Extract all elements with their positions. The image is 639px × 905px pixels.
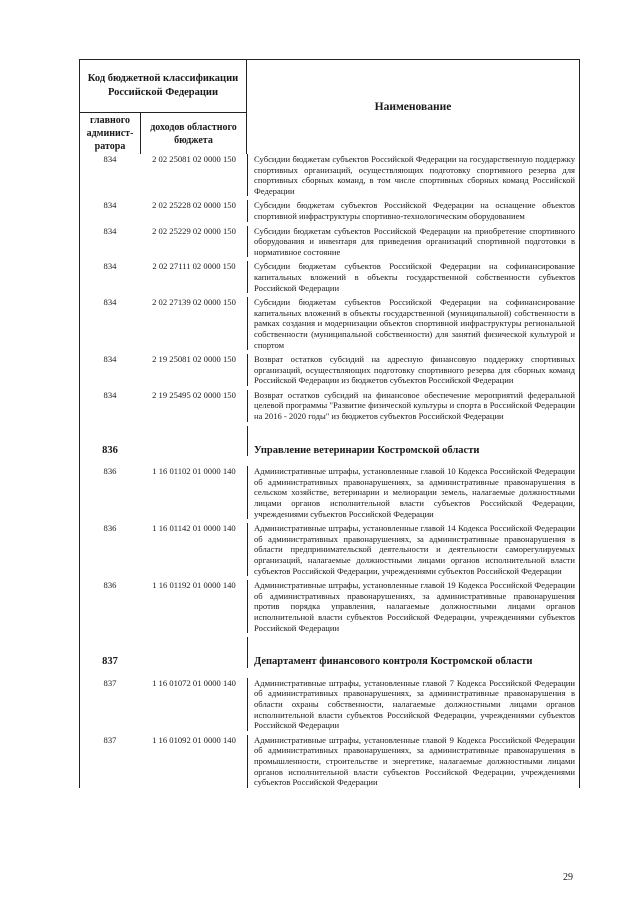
name-cell: Субсидии бюджетам субъектов Российской Федерации на государственную поддержку спортивных организаций, осуществляющих подготовку спортивного резерва для спортивных сборных команд, в том числе спортивных сборных команд Российской Федерации	[247, 154, 579, 196]
section-row	[80, 657, 579, 668]
name-cell: Возврат остатков субсидий на адресную финансовую поддержку спортивных организаций, осуществляющих подготовку спортивного резерва для сборных команд Российской Федерации из бюджетов субъектов Российской Федерации	[247, 354, 579, 386]
table-body	[79, 154, 580, 788]
name-cell: Субсидии бюджетам субъектов Российской Федерации на софинансирование капитальных вложений в объекты государственной (муниципальной) собственности в рамках создания и модернизации объектов спортивной инфраструктуры региональной собственности (муниципальной собственности) для занятий физической культурой и спортом	[247, 297, 579, 350]
table-header	[79, 59, 580, 154]
admin-code-cell: 836	[102, 444, 118, 456]
table-row	[80, 200, 579, 221]
table-row	[80, 523, 579, 576]
name-cell: Административные штрафы, установленные главой 7 Кодекса Российской Федерации об административных правонарушениях, за административные правонарушения в области охраны собственности, налагаемые должностными лицами органов исполнительной власти субъектов Российской Федерации, учреждениями субъектов Российской Федерации	[247, 678, 579, 731]
admin-code-cell: 837	[102, 656, 118, 668]
budget-code-table	[79, 59, 580, 792]
income-code-cell: 1 16 01072 01 0000 140	[152, 677, 236, 688]
income-code-cell	[140, 446, 247, 457]
table-row	[80, 678, 579, 731]
table-row	[80, 735, 579, 788]
admin-code-cell: 834	[103, 261, 117, 272]
table-row	[80, 226, 579, 258]
section-spacer	[80, 637, 579, 657]
table-row	[80, 154, 579, 196]
admin-code-cell: 836	[103, 523, 117, 534]
section-title: Управление ветеринарии Костромской области	[247, 446, 579, 457]
header-kbk: Код бюджетной классификации Российской Федерации	[80, 60, 246, 113]
income-code-cell: 1 16 01102 01 0000 140	[152, 466, 236, 477]
income-code-cell: 2 02 25228 02 0000 150	[152, 200, 236, 211]
header-income: доходов областного бюджета	[150, 121, 237, 146]
table-row	[80, 354, 579, 386]
income-code-cell: 1 16 01092 01 0000 140	[152, 734, 236, 745]
header-name: Наименование	[374, 101, 452, 113]
admin-code-cell: 836	[103, 580, 117, 591]
admin-code-cell: 834	[103, 354, 117, 365]
table-row	[80, 261, 579, 293]
header-admin: главного админист-ратора	[80, 113, 141, 154]
admin-code-cell: 836	[103, 466, 117, 477]
header-code-group	[80, 60, 247, 154]
income-code-cell: 2 02 25081 02 0000 150	[152, 154, 236, 164]
name-cell: Административные штрафы, установленные главой 19 Кодекса Российской Федерации об административных правонарушениях, за административные правонарушения против порядка управления, налагаемые должностными лицами органов исполнительной власти субъектов Российской Федерации, учреждениями субъектов Российской Федерации	[247, 580, 579, 633]
admin-code-cell: 837	[103, 734, 117, 745]
table-row	[80, 466, 579, 519]
admin-code-cell: 834	[103, 297, 117, 308]
income-code-cell: 2 02 27139 02 0000 150	[152, 297, 236, 308]
admin-code-cell: 834	[103, 389, 117, 400]
name-cell: Административные штрафы, установленные главой 14 Кодекса Российской Федерации об административных правонарушениях, за административные правонарушения в области предпринимательской деятельности и деятельности саморегулируемых организаций, налагаемые должностными лицами органов исполнительной власти субъектов Российской Федерации, учреждениями субъектов Российской Федерации	[247, 523, 579, 576]
name-cell: Административные штрафы, установленные главой 9 Кодекса Российской Федерации об административных правонарушениях, за административные правонарушения в промышленности, строительстве и энергетике, налагаемые должностными лицами органов исполнительной власти субъектов Российской Федерации, учреждениями субъектов Российской Федерации	[247, 735, 579, 788]
income-code-cell: 2 19 25081 02 0000 150	[152, 354, 236, 365]
section-title: Департамент финансового контроля Костромской области	[247, 657, 579, 668]
admin-code-cell: 834	[103, 154, 117, 164]
income-code-cell: 2 19 25495 02 0000 150	[152, 389, 236, 400]
income-code-cell: 1 16 01192 01 0000 140	[152, 580, 236, 591]
name-cell: Субсидии бюджетам субъектов Российской Федерации на софинансирование капитальных вложений в объекты государственной собственности субъектов Российской Федерации	[247, 261, 579, 293]
admin-code-cell: 834	[103, 200, 117, 211]
table-row	[80, 390, 579, 422]
table-row	[80, 297, 579, 350]
income-code-cell: 1 16 01142 01 0000 140	[152, 523, 236, 534]
section-row	[80, 446, 579, 457]
admin-code-cell: 834	[103, 225, 117, 236]
admin-code-cell: 837	[103, 677, 117, 688]
header-subcolumns	[80, 113, 246, 154]
income-code-cell: 2 02 25229 02 0000 150	[152, 225, 236, 236]
name-cell: Субсидии бюджетам субъектов Российской Федерации на приобретение спортивного оборудования и инвентаря для приведения организаций спортивной подготовки в нормативное состояние	[247, 226, 579, 258]
name-cell: Возврат остатков субсидий на финансовое обеспечение мероприятий федеральной целевой программы "Развитие физической культуры и спорта в Российской Федерации на 2016 - 2020 годы" из бюджетов субъектов Российской Федерации	[247, 390, 579, 422]
name-cell: Субсидии бюджетам субъектов Российской Федерации на оснащение объектов спортивной инфраструктуры спортивно-технологическим оборудованием	[247, 200, 579, 221]
page-number: 29	[563, 872, 573, 883]
section-spacer	[80, 426, 579, 446]
income-code-cell: 2 02 27111 02 0000 150	[152, 261, 236, 272]
name-cell: Административные штрафы, установленные главой 10 Кодекса Российской Федерации об административных правонарушениях, за административные правонарушения в сельском хозяйстве, ветеринарии и мелиорации земель, налагаемые должностными лицами органов исполнительной власти субъектов Российской Федерации, учреждениями субъектов Российской Федерации	[247, 466, 579, 519]
table-row	[80, 580, 579, 633]
income-code-cell	[140, 657, 247, 668]
